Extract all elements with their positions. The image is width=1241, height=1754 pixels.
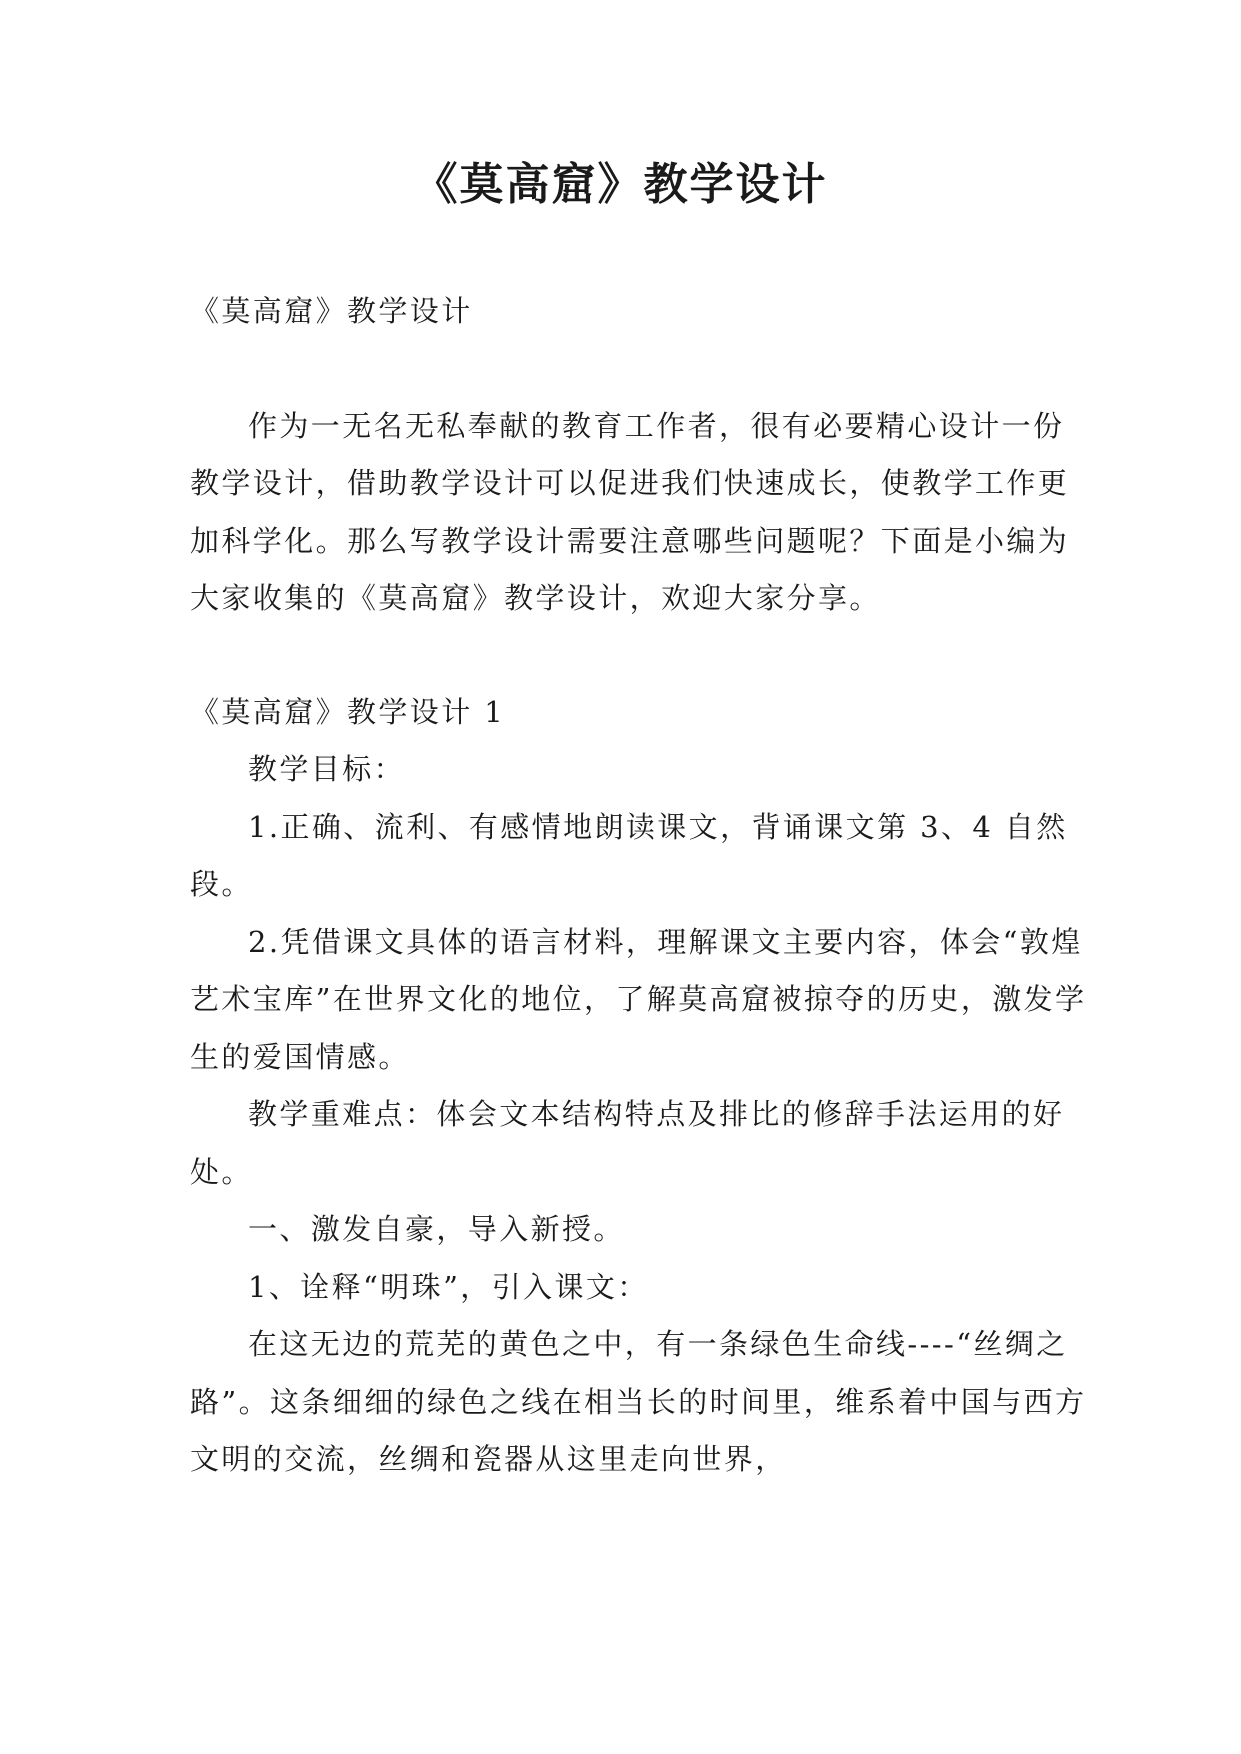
paragraph-teaching-goals: 教学目标： xyxy=(248,752,406,786)
paragraph-step-1-1: 1、诠释“明珠”，引入课文： xyxy=(248,1269,649,1304)
document-title: 《莫高窟》教学设计 xyxy=(413,159,828,210)
section-heading: 《莫高窟》教学设计 1 xyxy=(190,694,506,729)
document-subtitle: 《莫高窟》教学设计 xyxy=(190,294,473,328)
paragraph-goal-1: 1.正确、流利、有感情地朗读课文，背诵课文第 3、4 自然段。 xyxy=(190,809,1068,901)
paragraph-key-points: 教学重难点：体会文本结构特点及排比的修辞手法运用的好处。 xyxy=(190,1097,1065,1189)
document-body xyxy=(190,283,1090,1489)
paragraph-silk-road: 在这无边的荒芜的黄色之中，有一条绿色生命线----“丝绸之路”。这条细细的绿色之线在相当长的时间里，维系着中国与西方文明的交流，丝绸和瓷器从这里走向世界， xyxy=(190,1327,1087,1476)
paragraph-step-1: 一、激发自豪，导入新授。 xyxy=(248,1212,625,1246)
paragraph-goal-2: 2.凭借课文具体的语言材料，理解课文主要内容，体会“敦煌艺术宝库”在世界文化的地位，了解莫高窟被掠夺的历史，激发学生的爱国情感。 xyxy=(190,924,1087,1074)
intro-paragraph: 作为一无名无私奉献的教育工作者，很有必要精心设计一份教学设计，借助教学设计可以促进我们快速成长，使教学工作更加科学化。那么写教学设计需要注意哪些问题呢？下面是小编为大家收集的《莫高窟》教学设计，欢迎大家分享。 xyxy=(190,408,1070,615)
